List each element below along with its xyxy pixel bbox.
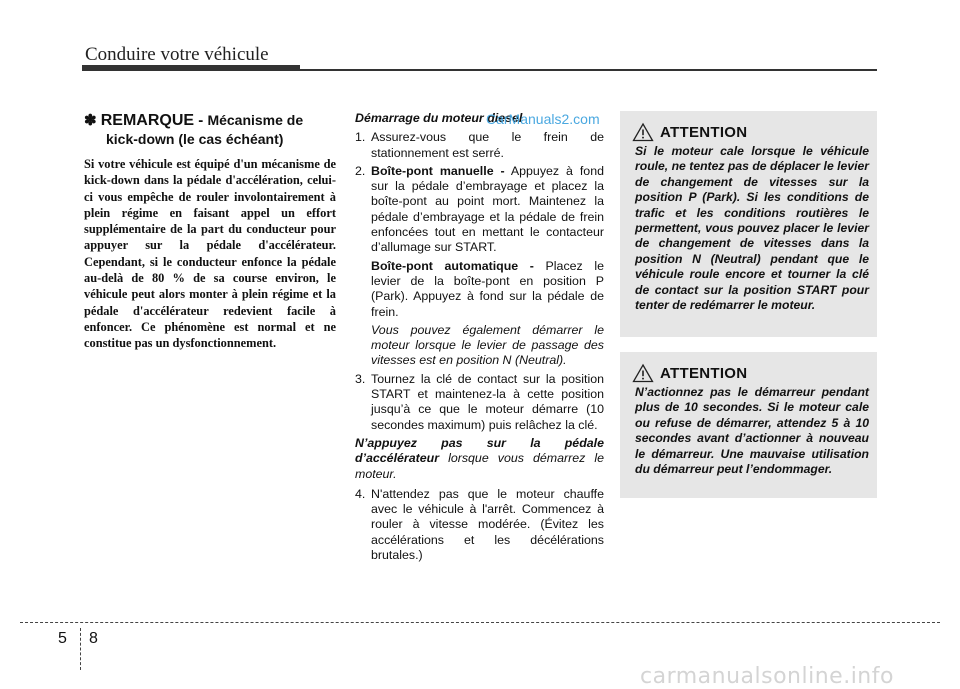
- step-text: Tournez la clé de contact sur la position START et maintenez-la à cette position jusqu’à ce que le moteur démarre (10 secondes maximum) puis relâchez la clé.: [371, 371, 604, 432]
- accelerator-note: [355, 436, 604, 482]
- manual-text: Appuyez à fond sur la pédale d’embrayage et placez la boîte-pont au point mort. Maintenez la pédale d’embrayage et la pédale de frein enfoncées tout en mettant le contacteur d’allumage sur START.: [371, 163, 604, 255]
- start-section-title: Démarrage du moteur diesel: [355, 111, 523, 125]
- step-2: [355, 164, 604, 369]
- attention-header: [632, 121, 747, 143]
- note-bold: N’appuyez pas sur la pédale d’accélérateur: [355, 435, 604, 466]
- asterisk-icon: ✽: [84, 112, 97, 129]
- step-3: [355, 372, 604, 433]
- header-rule-thick: [82, 65, 300, 71]
- auto-label: Boîte-pont automatique -: [371, 258, 534, 273]
- step-2-manual: [371, 164, 604, 256]
- remark-title-line1: Mécanisme de: [207, 112, 304, 128]
- attention-box-2: [620, 352, 877, 498]
- remark-heading: [84, 111, 336, 148]
- attention-label: ATTENTION: [660, 364, 748, 382]
- note-rest: lorsque vous démarrez le moteur.: [355, 451, 604, 481]
- attention-body: N’actionnez pas le démarreur pendant plus de 10 secondes. Si le moteur cale ou refuse de démarrer, attendez 5 à 10 secondes avant d’actionner à nouveau le démarreur. Une mauvaise utilisation du démarreur peut l’endommager.: [635, 385, 869, 477]
- page-number: 8: [89, 630, 98, 647]
- remark-body: Si votre véhicule est équipé d'un mécanisme de kick-down dans la pédale d'accélération, celui-ci vous empêche de rouler involontairement à plein régime en faisant appel un effort supplémentaire de la part du conducteur pour appuyer sur la pédale d'accélérateur. Cependant, si le conducteur enfonce la pédale au-delà de 80 % de sa course environ, le véhicule peut alors monter à plein régime et la pédale d'accélérateur redevient facile à enfoncer. Ce phénomène est normal et ne constitue pas un dysfonctionnement.: [84, 157, 336, 351]
- start-section: [355, 111, 604, 566]
- chapter-number: 5: [58, 630, 67, 647]
- step-number: 1.: [355, 130, 366, 145]
- warning-triangle-icon: [632, 122, 654, 142]
- step-number: 2.: [355, 163, 366, 178]
- step-text: Assurez-vous que le frein de stationnement est serré.: [371, 130, 604, 160]
- attention-header: [632, 362, 747, 384]
- remark-word: REMARQUE: [100, 112, 195, 129]
- remark-title-line2: kick-down (le cas échéant): [106, 131, 284, 147]
- step-4: [355, 487, 604, 563]
- attention-body: Si le moteur cale lorsque le véhicule roule, ne tentez pas de déplacer le levier de changement de vitesses sur la position P (Park). Si les conditions de trafic et les conditions routières le permettent, vous pouvez placer le levier de changement de vitesses dans la position N (Neutral) pendant que le véhicule roule encore et tourner la clé de contact sur la position START pour tenter de redémarrer le moteur.: [635, 144, 869, 313]
- step-2-note: Vous pouvez également démarrer le moteur lorsque le levier de passage des vitesses est en position N (Neutral).: [371, 322, 604, 368]
- step-number: 4.: [355, 486, 366, 501]
- manual-label: Boîte-pont manuelle -: [371, 163, 505, 178]
- header-rule-thin: [300, 69, 877, 71]
- watermark-text: CarManuals2.com: [486, 111, 600, 127]
- remark-section: [84, 111, 336, 352]
- footer-rule: [20, 622, 940, 623]
- page-header-title: Conduire votre véhicule: [85, 44, 269, 65]
- auto-text: Placez le levier de la boîte-pont en position P (Park). Appuyez à fond sur la pédale de frein.: [371, 258, 604, 319]
- attention-box-1: [620, 111, 877, 337]
- step-number: 3.: [355, 371, 366, 386]
- step-text: N'attendez pas que le moteur chauffe avec le véhicule à l'arrêt. Commencez à rouler à vitesse modérée. (Évitez les accélérations et les décélérations brutales.): [371, 486, 604, 563]
- attention-label: ATTENTION: [660, 123, 748, 141]
- step-2-auto: [371, 259, 604, 320]
- site-watermark: carmanualsonline.info: [640, 664, 894, 689]
- step-1: [355, 130, 604, 161]
- remark-dash: -: [194, 112, 208, 129]
- warning-triangle-icon: [632, 363, 654, 383]
- page-number-divider: [80, 628, 81, 670]
